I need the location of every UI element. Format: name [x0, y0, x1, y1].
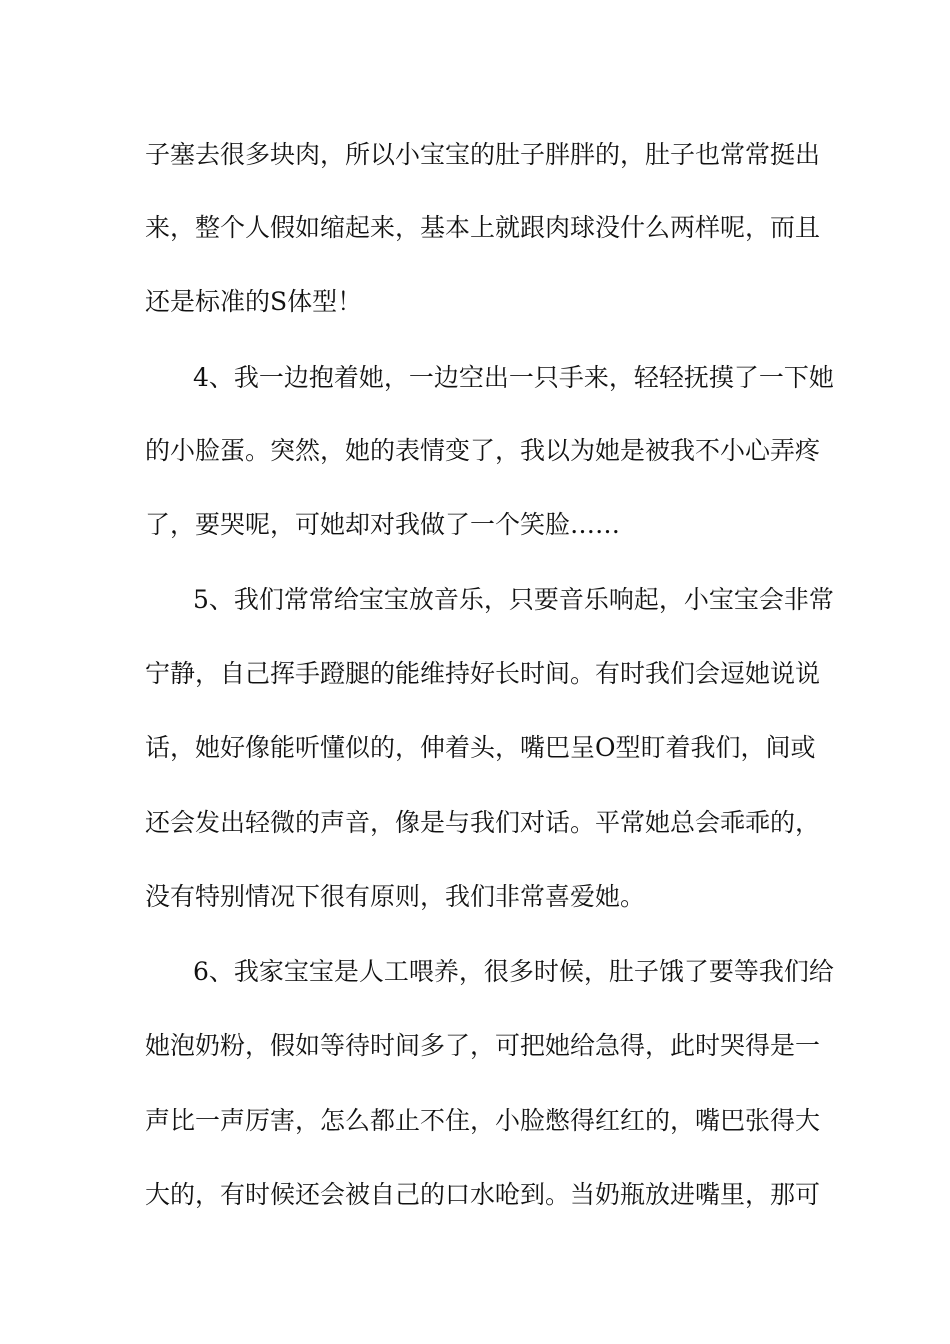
- text-line: 还是标准的S体型！: [145, 287, 363, 316]
- text-line: 来，整个人假如缩起来，基本上就跟肉球没什么两样呢，而且: [145, 213, 821, 242]
- text-line: 5、我们常常给宝宝放音乐，只要音乐响起，小宝宝会非常: [193, 585, 834, 614]
- text-line: 没有特别情况下很有原则，我们非常喜爱她。: [145, 882, 646, 911]
- text-line: 话，她好像能听懂似的，伸着头，嘴巴呈O型盯着我们，间或: [145, 733, 816, 762]
- text-line: 她泡奶粉，假如等待时间多了，可把她给急得，此时哭得是一: [145, 1031, 821, 1060]
- text-line: 4、我一边抱着她，一边空出一只手来，轻轻抚摸了一下她: [193, 363, 834, 392]
- text-line: 还会发出轻微的声音，像是与我们对话。平常她总会乖乖的，: [145, 808, 821, 837]
- text-line: 宁静，自己挥手蹬腿的能维持好长时间。有时我们会逗她说说: [145, 659, 821, 688]
- text-line: 的小脸蛋。突然，她的表情变了，我以为她是被我不小心弄疼: [145, 436, 821, 465]
- text-line: 6、我家宝宝是人工喂养，很多时候，肚子饿了要等我们给: [193, 957, 834, 986]
- text-line: 子塞去很多块肉，所以小宝宝的肚子胖胖的，肚子也常常挺出: [145, 140, 821, 169]
- text-line: 声比一声厉害，怎么都止不住，小脸憋得红红的，嘴巴张得大: [145, 1106, 821, 1135]
- text-line: 大的，有时候还会被自己的口水呛到。当奶瓶放进嘴里，那可: [145, 1180, 821, 1209]
- text-line: 了，要哭呢，可她却对我做了一个笑脸……: [145, 510, 621, 539]
